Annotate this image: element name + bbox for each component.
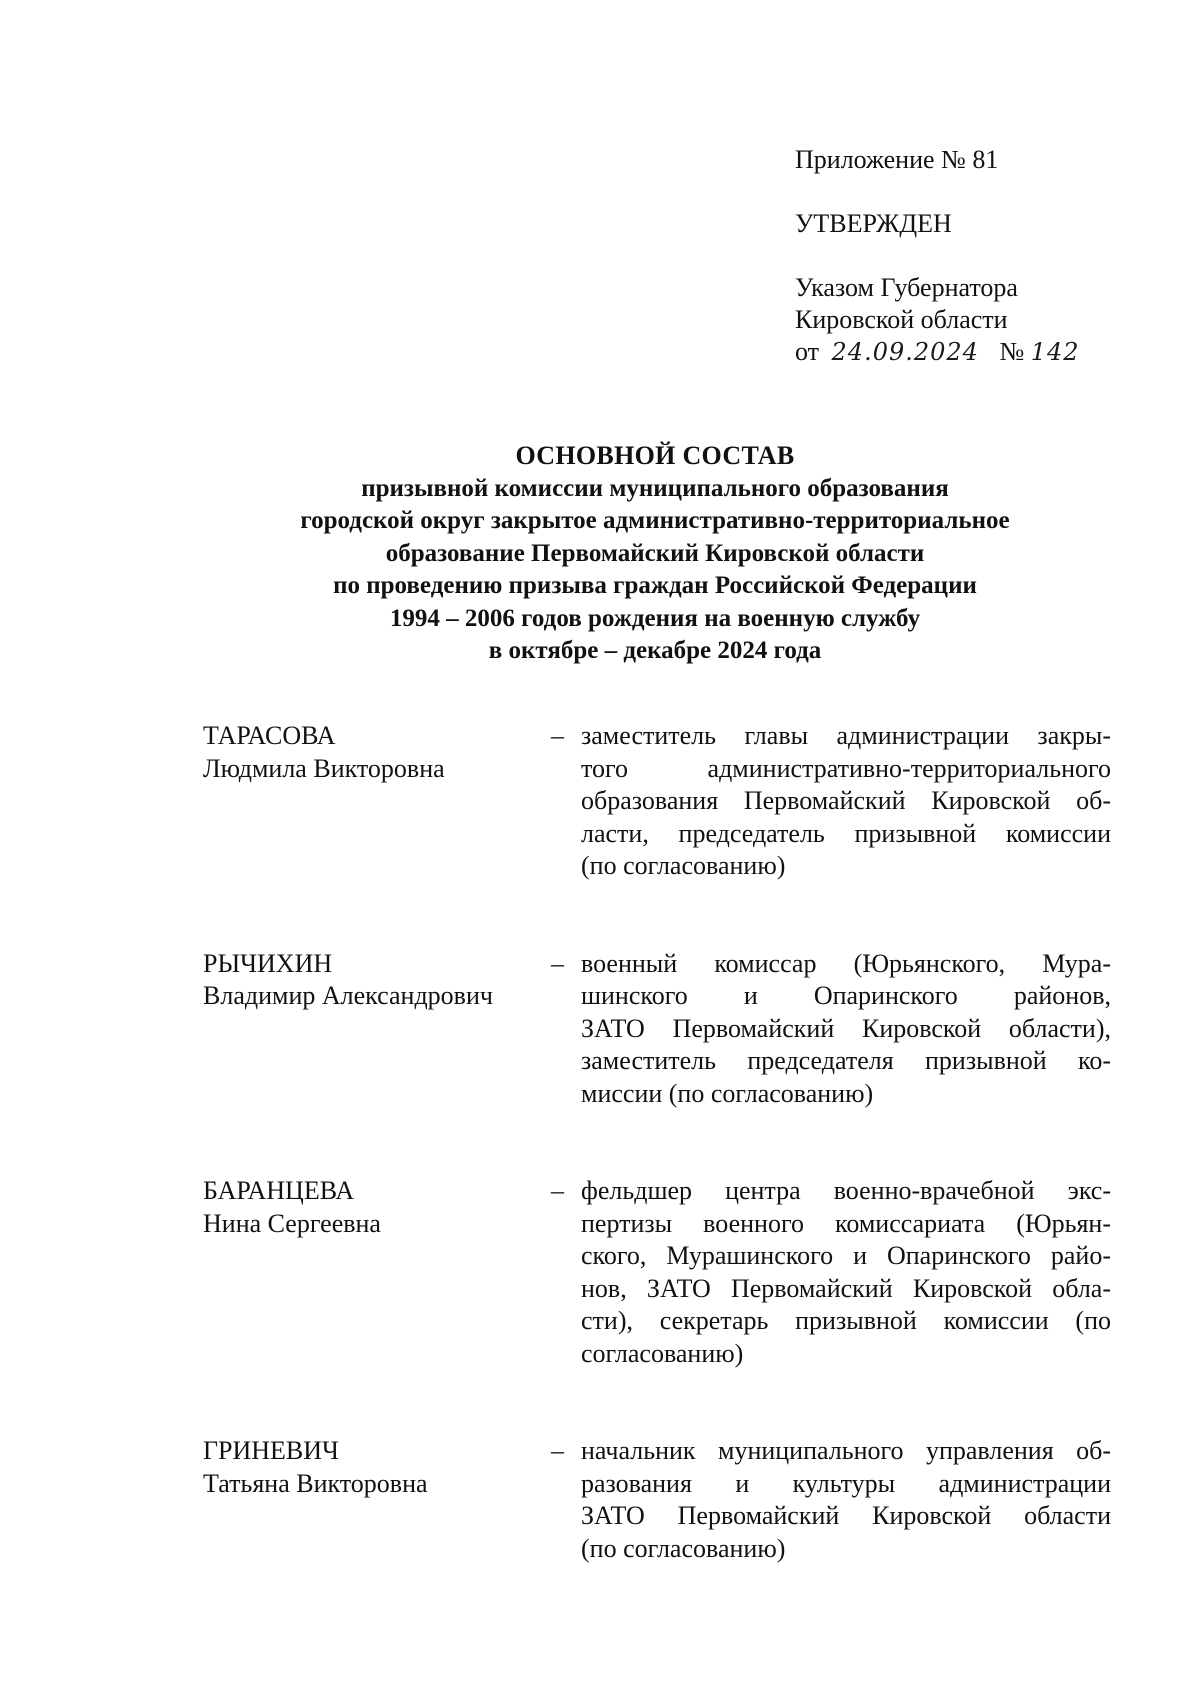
member-given-name: Владимир Александрович — [203, 981, 493, 1010]
document-title: ОСНОВНОЙ СОСТАВ — [515, 441, 795, 470]
member-given-name: Людмила Викторовна — [203, 753, 445, 783]
position-line: (по согласованию) — [581, 851, 786, 880]
document-title-block — [160, 440, 1150, 668]
title-line: 1994 – 2006 годов рождения на военную службу — [389, 604, 921, 632]
position-line: фельдшер центра военно-врачебной экс- — [581, 1176, 1111, 1205]
member-name — [203, 1175, 543, 1240]
member-position — [581, 720, 1111, 883]
title-line: городской округ закрытое административно-территориальное — [300, 507, 1010, 534]
member-surname: ГРИНЕВИЧ — [203, 1436, 339, 1465]
member-position — [581, 1175, 1111, 1370]
position-line: заместитель главы администрации закры- — [581, 721, 1111, 750]
member-entry — [203, 1175, 1113, 1370]
position-line: ЗАТО Первомайский Кировской области — [581, 1501, 1111, 1530]
number-prefix: № — [999, 337, 1025, 366]
position-line: (по согласованию) — [581, 1533, 786, 1563]
member-given-name: Нина Сергеевна — [203, 1208, 381, 1238]
position-line: заместитель председателя призывной ко- — [581, 1046, 1111, 1075]
position-line: разования и культуры администрации — [581, 1468, 1111, 1498]
member-given-name: Татьяна Викторовна — [203, 1468, 428, 1498]
member-position — [581, 1435, 1111, 1565]
member-position — [581, 948, 1111, 1111]
title-line: по проведению призыва граждан Российской Федерации — [333, 572, 977, 599]
position-line: ского, Мурашинского и Опаринского райо- — [581, 1241, 1111, 1270]
dash-separator: – — [551, 1436, 564, 1465]
decree-line-2: Кировской области — [795, 305, 1008, 334]
handwritten-number: 142 — [1030, 338, 1080, 366]
member-name — [203, 720, 543, 785]
position-line: нов, ЗАТО Первомайский Кировской обла- — [581, 1273, 1111, 1303]
member-name — [203, 1435, 543, 1500]
member-surname: РЫЧИХИН — [203, 948, 333, 978]
member-entry — [203, 1435, 1113, 1565]
position-line: пертизы военного комиссариата (Юрьян- — [581, 1208, 1111, 1238]
position-line: начальник муниципального управления об- — [581, 1436, 1111, 1465]
position-line: миссии (по согласованию) — [581, 1078, 874, 1108]
approval-block — [795, 144, 1175, 368]
decree-line-1: Указом Губернатора — [795, 273, 1018, 302]
position-line: ласти, председатель призывной комиссии — [581, 818, 1111, 848]
title-line: в октябре – декабре 2024 года — [488, 637, 822, 664]
handwritten-date: 24.09.2024 — [831, 338, 979, 366]
position-line: ЗАТО Первомайский Кировской области), — [581, 1013, 1111, 1043]
position-line: образования Первомайский Кировской об- — [581, 786, 1111, 815]
dash-separator: – — [551, 1176, 564, 1205]
approved-heading: УТВЕРЖДЕН — [795, 209, 952, 238]
member-entry — [203, 720, 1113, 883]
position-line: согласованию) — [581, 1338, 744, 1368]
position-line: сти), секретарь призывной комиссии (по — [581, 1306, 1111, 1335]
title-line: образование Первомайский Кировской области — [385, 539, 925, 567]
member-surname: ТАРАСОВА — [203, 721, 336, 750]
member-entry — [203, 948, 1113, 1111]
decree-date-line — [795, 336, 1175, 368]
title-line: призывной комиссии муниципального образования — [361, 474, 949, 502]
dash-separator: – — [551, 948, 564, 978]
position-line: того административно-территориального — [581, 753, 1111, 783]
member-surname: БАРАНЦЕВА — [203, 1176, 355, 1205]
member-name — [203, 948, 543, 1013]
position-line: военный комиссар (Юрьянского, Мура- — [581, 948, 1111, 978]
date-prefix: от — [795, 337, 820, 366]
position-line: шинского и Опаринского районов, — [581, 981, 1111, 1010]
appendix-number: Приложение № 81 — [795, 145, 999, 174]
members-list — [203, 720, 1113, 1565]
dash-separator: – — [551, 721, 564, 750]
